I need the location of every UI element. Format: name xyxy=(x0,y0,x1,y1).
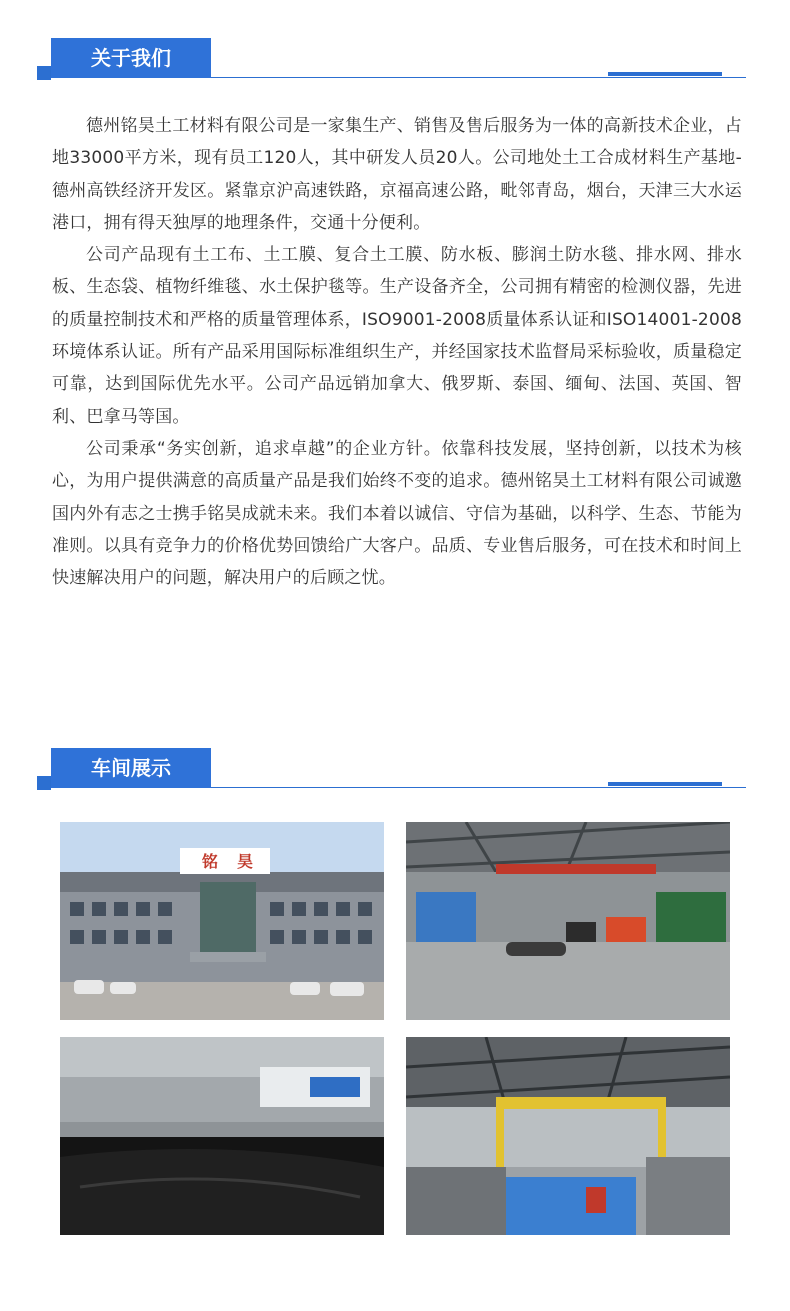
sign-text-2: 昊 xyxy=(237,852,254,871)
header-deco-bar xyxy=(608,782,722,786)
header-deco-bar xyxy=(608,72,722,76)
header-underline xyxy=(211,77,746,78)
about-body xyxy=(52,110,742,594)
sign-text-1: 铭 xyxy=(202,852,219,871)
about-paragraph-2: 公司产品现有土工布、土工膜、复合土工膜、防水板、膨润土防水毯、排水网、排水板、生态袋、植物纤维毯、水土保护毯等。生产设备齐全，公司拥有精密的检测仪器，先进的质量控制技术和严格的质量管理体系，ISO9001-2008质量体系认证和ISO14001-2008环境体系认证。所有产品采用国际标准组织生产，并经国家技术监督局采标验收，质量稳定可靠，达到国际优先水平。公司产品远销加拿大、俄罗斯、泰国、缅甸、法国、英国、智利、巴拿马等国。 xyxy=(52,245,742,427)
photo-membrane-machine xyxy=(60,1037,384,1235)
about-paragraph-3: 公司秉承“务实创新，追求卓越”的企业方针。依靠科技发展，坚持创新，以技术为核心，为用户提供满意的高质量产品是我们始终不变的追求。德州铭昊土工材料有限公司诚邀国内外有志之士携手铭昊成就未来。我们本着以诚信、守信为基础，以科学、生态、节能为准则。以具有竞争力的价格优势回馈给广大客户。品质、专业售后服务，可在技术和时间上快速解决用户的问题，解决用户的后顾之忧。 xyxy=(52,438,742,589)
photo-office-building xyxy=(60,822,384,1020)
header-underline xyxy=(211,787,746,788)
header-deco-square xyxy=(37,66,51,80)
about-paragraph-1: 德州铭昊土工材料有限公司是一家集生产、销售及售后服务为一体的高新技术企业，占地33000平方米，现有员工120人，其中研发人员20人。公司地处土工合成材料生产基地-德州高铁经济开发区。紧靠京沪高速铁路，京福高速公路，毗邻青岛，烟台，天津三大水运港口，拥有得天独厚的地理条件，交通十分便利。 xyxy=(52,116,742,233)
photo-workshop-gantry xyxy=(406,1037,730,1235)
about-heading: 关于我们 xyxy=(51,38,211,78)
photo-factory-forklift xyxy=(406,822,730,1020)
workshop-heading: 车间展示 xyxy=(51,748,211,788)
about-section-header xyxy=(0,38,790,98)
header-deco-square xyxy=(37,776,51,790)
workshop-section-header xyxy=(0,748,790,808)
